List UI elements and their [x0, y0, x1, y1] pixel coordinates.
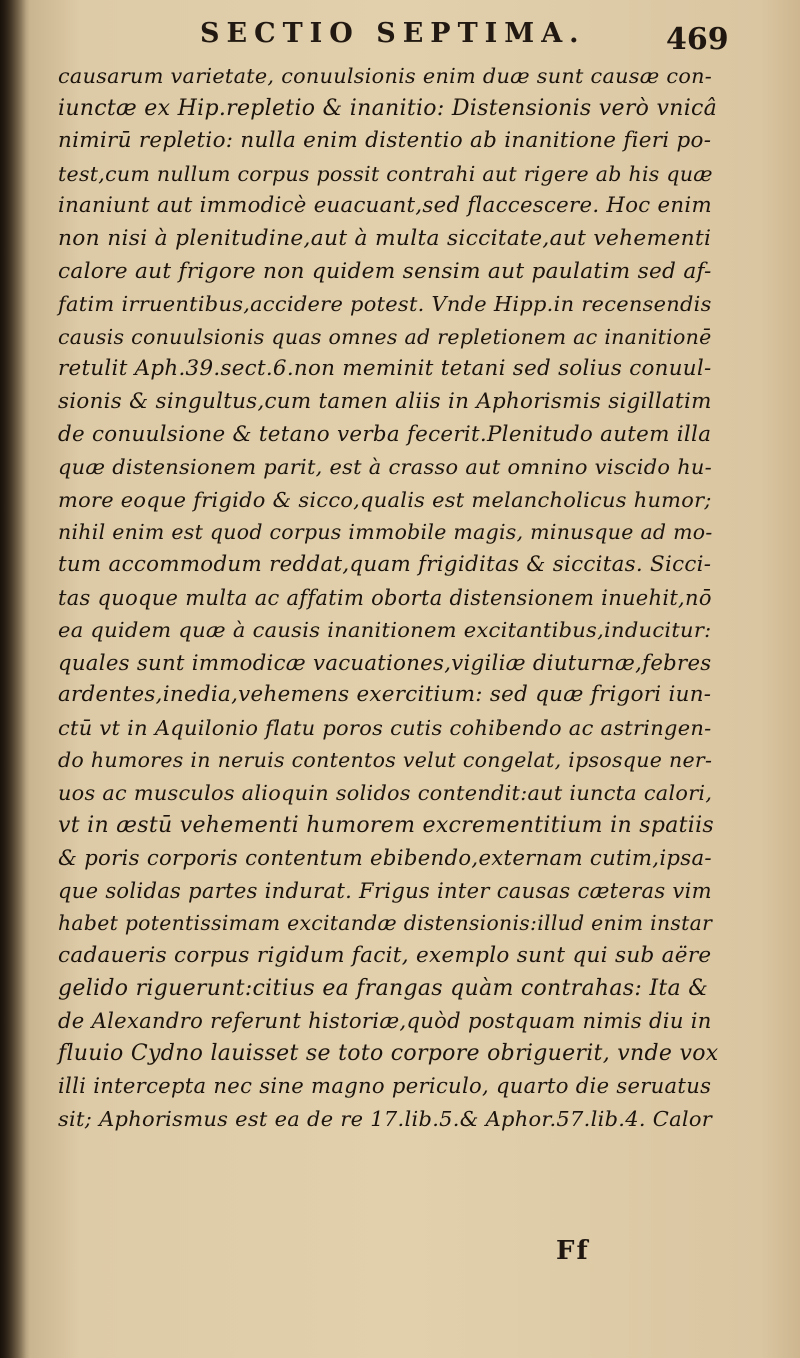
text-line: quales sunt immodicæ vacuationes,vigiliæ diuturnæ,febres	[58, 649, 712, 675]
text-line: que solidas partes indurat. Frigus inter causas cæteras vim	[58, 877, 712, 903]
text-line: ctū vt in Aquilonio flatu poros cutis cohibendo ac astringen-	[58, 715, 712, 740]
text-line: gelido riguerunt:citius ea frangas quàm contrahas: Ita &	[58, 975, 709, 1001]
text-line: calore aut frigore non quidem sensim aut paulatim sed af-	[58, 258, 712, 284]
text-line: sit; Aphorismus est ea de re 17.lib.5.& Aphor.57.lib.4. Calor	[58, 1107, 713, 1131]
text-line: uos ac musculos alioquin solidos contendit:aut iuncta calori,	[58, 781, 713, 806]
text-line: habet potentissimam excitandæ distensionis:illud enim instar	[58, 911, 713, 936]
text-line: de Alexandro referunt historiæ,quòd postquam nimis diu in	[58, 1008, 712, 1034]
text-line: fluuio Cydno lauisset se toto corpore obriguerit, vnde vox	[58, 1040, 719, 1066]
text-line: nimirū repletio: nulla enim distentio ab inanitione fieri po-	[58, 128, 712, 154]
text-line: retulit Aph.39.sect.6.non meminit tetani sed solius conuul-	[58, 356, 712, 382]
text-line: do humores in neruis contentos velut congelat, ipsosque ner-	[58, 748, 713, 773]
text-line: causarum varietate, conuulsionis enim duæ sunt causæ con-	[58, 64, 713, 88]
text-line: illi intercepta nec sine magno periculo, quarto die seruatus	[58, 1073, 712, 1099]
text-line: iunctæ ex Hip.repletio & inanitio: Distensionis verò vnicâ	[58, 95, 718, 121]
signature-mark: Ff	[556, 1236, 590, 1266]
text-line: inaniunt aut immodicè euacuant,sed flaccescere. Hoc enim	[58, 193, 712, 219]
section-title: SECTIO SEPTIMA.	[200, 18, 586, 49]
body-text	[58, 60, 718, 1136]
text-line: ardentes,inedia,vehemens exercitium: sed quæ frigori iun-	[58, 682, 712, 708]
text-line: test,cum nullum corpus possit contrahi aut rigere ab his quæ	[58, 161, 713, 186]
page-number: 469	[666, 22, 729, 57]
text-line: tas quoque multa ac affatim oborta distensionem inuehit,nō	[58, 585, 712, 610]
text-line: ea quidem quæ à causis inanitionem excitantibus,inducitur:	[58, 618, 712, 643]
text-line: sionis & singultus,cum tamen aliis in Aphorismis sigillatim	[58, 388, 712, 414]
text-line: & poris corporis contentum ebibendo,externam cutim,ipsa-	[58, 845, 712, 871]
binding-gutter	[0, 0, 26, 1358]
text-line: non nisi à plenitudine,aut à multa siccitate,aut vehementi	[58, 225, 712, 251]
text-line: de conuulsione & tetano verba fecerit.Plenitudo autem illa	[58, 421, 712, 447]
text-line: quæ distensionem parit, est à crasso aut omnino viscido hu-	[58, 455, 713, 480]
running-head	[0, 10, 800, 56]
text-line: nihil enim est quod corpus immobile magis, minusque ad mo-	[58, 520, 713, 545]
text-line: tum accommodum reddat,quam frigiditas & siccitas. Sicci-	[58, 551, 712, 577]
text-line: more eoque frigido & sicco,qualis est melancholicus humor;	[58, 487, 712, 512]
text-line: cadaueris corpus rigidum facit, exemplo sunt qui sub aëre	[58, 943, 712, 969]
text-line: vt in æstū vehementi humorem excrementitium in spatiis	[58, 812, 715, 838]
text-line: fatim irruentibus,accidere potest. Vnde Hipp.in recensendis	[58, 292, 712, 317]
text-line: causis conuulsionis quas omnes ad repletionem ac inanitionē	[58, 324, 712, 349]
